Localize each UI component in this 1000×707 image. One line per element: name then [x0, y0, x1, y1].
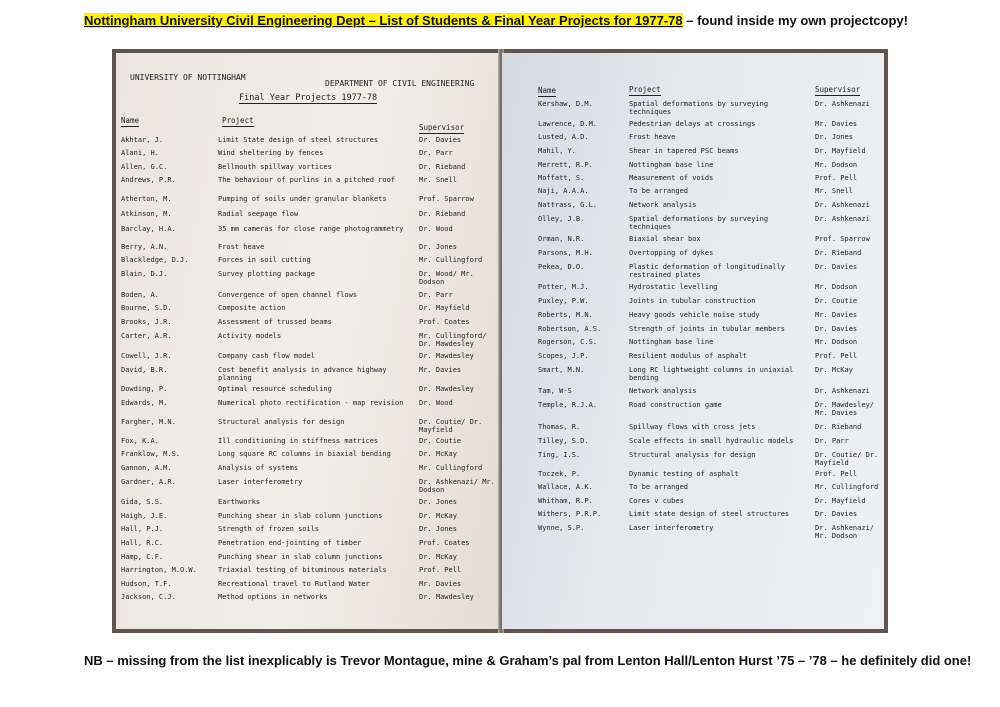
- project-title: Radial seepage flow: [218, 210, 299, 218]
- supervisor-name: Dr. Mawdesley: [419, 352, 474, 360]
- supervisor-name: Mr. Dodson: [815, 283, 858, 291]
- project-title: Measurement of voids: [629, 174, 714, 182]
- student-name: Moffatt, S.: [538, 174, 585, 182]
- student-name: Tilley, S.D.: [538, 437, 589, 445]
- project-title: Scale effects in small hydraulic models: [629, 437, 794, 445]
- project-title: 35 mm cameras for close range photogrammetry: [218, 225, 404, 233]
- student-name: Atherton, M.: [121, 195, 172, 203]
- top-caption: [84, 13, 984, 29]
- supervisor-name: Mr. Dodson: [815, 338, 858, 346]
- student-name: Hall, P.J.: [121, 525, 164, 533]
- project-title: Plastic deformation of longitudinally restrained plates: [629, 263, 785, 279]
- student-name: Robertson, A.S.: [538, 325, 602, 333]
- supervisor-column-header-right: Supervisor: [815, 85, 861, 94]
- project-title: Bellmouth spillway vortices: [218, 163, 332, 171]
- supervisor-name: Dr. Wood: [419, 225, 453, 233]
- project-title: Dynamic testing of asphalt: [629, 470, 739, 478]
- project-title: Company cash flow model: [218, 352, 315, 360]
- student-name: Hall, R.C.: [121, 539, 164, 547]
- project-title: Convergence of open channel flows: [218, 291, 358, 299]
- supervisor-name: Dr. Mawdesley: [419, 385, 474, 393]
- supervisor-name: Dr. Rieband: [815, 249, 862, 257]
- student-name: Andrews, P.R.: [121, 176, 176, 184]
- student-name: David, B.R.: [121, 366, 168, 374]
- project-title: Numerical photo rectification - map revision: [218, 399, 404, 407]
- project-title: Frost heave: [629, 133, 676, 141]
- student-name: Haigh, J.E.: [121, 512, 168, 520]
- project-column-header-right: Project: [629, 85, 661, 94]
- supervisor-name: Dr. Parr: [419, 149, 453, 157]
- student-name: Toczek, P.: [538, 470, 581, 478]
- student-name: Smart, M.N.: [538, 366, 585, 374]
- student-name: Withers, P.R.P.: [538, 510, 602, 518]
- supervisor-name: Dr. Wood: [419, 399, 453, 407]
- student-name: Puxley, P.W.: [538, 297, 589, 305]
- student-name: Tam, W-S: [538, 387, 572, 395]
- project-title: Cost benefit analysis in advance highway planning: [218, 366, 387, 382]
- project-title: Nottingham base line: [629, 338, 714, 346]
- supervisor-name: Dr. Coutie: [815, 297, 858, 305]
- project-title: Ill conditioning in stiffness matrices: [218, 437, 379, 445]
- project-title: Network analysis: [629, 201, 697, 209]
- document-photo: [112, 49, 888, 633]
- project-title: Earthworks: [218, 498, 261, 506]
- student-name: Rogerson, C.S.: [538, 338, 598, 346]
- supervisor-name: Dr. Ashkenazi: [815, 100, 870, 108]
- supervisor-name: Dr. Jones: [419, 243, 457, 251]
- university-heading: UNIVERSITY OF NOTTINGHAM: [130, 73, 246, 82]
- student-name: Hudson, T.F.: [121, 580, 172, 588]
- student-name: Blain, D.J.: [121, 270, 168, 278]
- student-name: Atkinson, M.: [121, 210, 172, 218]
- project-title: Survey plotting package: [218, 270, 315, 278]
- student-name: Temple, R.J.A.: [538, 401, 598, 409]
- supervisor-name: Dr. Mawdesley/ Mr. Davies: [815, 401, 875, 417]
- project-title: Nottingham base line: [629, 161, 714, 169]
- supervisor-name: Dr. Davies: [815, 263, 858, 271]
- supervisor-name: Dr. Wood/ Mr. Dodson: [419, 270, 474, 286]
- student-name: Whitham, R.P.: [538, 497, 593, 505]
- student-name: Olley, J.B.: [538, 215, 585, 223]
- student-name: Gardner, A.R.: [121, 478, 176, 486]
- supervisor-name: Dr. Ashkenazi: [815, 387, 870, 395]
- project-title: Road construction game: [629, 401, 722, 409]
- supervisor-name: Dr. Jones: [419, 525, 457, 533]
- name-column-header-right: Name: [538, 86, 557, 95]
- student-name: Thomas, R.: [538, 423, 581, 431]
- project-title: The behaviour of purlins in a pitched roof: [218, 176, 396, 184]
- project-title: To be arranged: [629, 187, 689, 195]
- project-title: Spillway flows with cross jets: [629, 423, 756, 431]
- supervisor-name: Dr. Coutie/ Dr. Mayfield: [815, 451, 879, 467]
- supervisor-name: Dr. Mawdesley: [419, 593, 474, 601]
- supervisor-name: Dr. Parr: [419, 291, 453, 299]
- project-title: Triaxial testing of bituminous materials: [218, 566, 387, 574]
- supervisor-name: Dr. Ashkenazi/ Mr. Dodson: [815, 524, 875, 540]
- supervisor-name: Prof. Pell: [815, 470, 858, 478]
- supervisor-name: Dr. Jones: [815, 133, 853, 141]
- project-title: Penetration end-jointing of timber: [218, 539, 362, 547]
- name-column-header: Name: [121, 116, 140, 125]
- student-name: Harrington, M.O.W.: [121, 566, 197, 574]
- bottom-caption: NB – missing from the list inexplicably is Trevor Montague, mine & Graham’s pal from Lenton Hall/Lenton Hurst ’75 – ’78 – he definitely did one!: [84, 653, 972, 668]
- student-name: Merrett, R.P.: [538, 161, 593, 169]
- supervisor-name: Mr. Cullingford/ Dr. Mawdesley: [419, 332, 487, 348]
- project-title: Recreational travel to Rutland Water: [218, 580, 370, 588]
- supervisor-name: Dr. Rieband: [815, 423, 862, 431]
- project-title: Structural analysis for design: [629, 451, 756, 459]
- supervisor-name: Mr. Cullingford: [419, 464, 483, 472]
- supervisor-name: Mr. Snell: [815, 187, 853, 195]
- student-name: Wynne, S.P.: [538, 524, 585, 532]
- student-name: Parsons, M.H.: [538, 249, 593, 257]
- project-title: Laser interferometry: [218, 478, 303, 486]
- project-title: Punching shear in slab column junctions: [218, 512, 383, 520]
- left-page: [116, 53, 500, 629]
- department-heading: DEPARTMENT OF CIVIL ENGINEERING: [325, 79, 475, 88]
- student-name: Jackson, C.J.: [121, 593, 176, 601]
- student-name: Boden, A.: [121, 291, 159, 299]
- student-name: Potter, M.J.: [538, 283, 589, 291]
- supervisor-name: Prof. Coates: [419, 539, 470, 547]
- student-name: Scopes, J.P.: [538, 352, 589, 360]
- supervisor-name: Dr. Jones: [419, 498, 457, 506]
- supervisor-name: Dr. McKay: [815, 366, 853, 374]
- supervisor-name: Mr. Snell: [419, 176, 457, 184]
- project-title: Spatial deformations by surveying techniques: [629, 215, 769, 231]
- supervisor-name: Dr. Davies: [419, 136, 462, 144]
- student-name: Roberts, M.N.: [538, 311, 593, 319]
- student-name: Ting, I.S.: [538, 451, 581, 459]
- project-title: Pumping of soils under granular blankets: [218, 195, 387, 203]
- student-name: Carter, A.R.: [121, 332, 172, 340]
- supervisor-name: Dr. McKay: [419, 553, 457, 561]
- supervisor-name: Dr. Mayfield: [815, 147, 866, 155]
- supervisor-name: Dr. Ashkenazi: [815, 201, 870, 209]
- student-name: Orman, N.R.: [538, 235, 585, 243]
- student-name: Fox, K.A.: [121, 437, 159, 445]
- project-title: Heavy goods vehicle noise study: [629, 311, 760, 319]
- project-title: Network analysis: [629, 387, 697, 395]
- supervisor-name: Dr. Ashkenazi: [815, 215, 870, 223]
- project-title: Analysis of systems: [218, 464, 299, 472]
- supervisor-name: Dr. Mayfield: [419, 304, 470, 312]
- project-column-header: Project: [222, 116, 254, 125]
- supervisor-name: Dr. Coutie/ Dr. Mayfield: [419, 418, 483, 434]
- project-title: Resilient modulus of asphalt: [629, 352, 748, 360]
- project-title: Composite action: [218, 304, 286, 312]
- student-name: Pekea, D.O.: [538, 263, 585, 271]
- supervisor-name: Prof. Pell: [419, 566, 462, 574]
- student-name: Mahil, Y.: [538, 147, 576, 155]
- supervisor-name: Mr. Davies: [815, 311, 858, 319]
- student-name: Allen, G.C.: [121, 163, 168, 171]
- supervisor-name: Dr. Rieband: [419, 210, 466, 218]
- student-name: Bourne, S.D.: [121, 304, 172, 312]
- project-title: Spatial deformations by surveying techniques: [629, 100, 769, 116]
- project-title: Optimal resource scheduling: [218, 385, 332, 393]
- project-title: Limit State design of steel structures: [218, 136, 379, 144]
- project-title: Assessment of trussed beams: [218, 318, 332, 326]
- project-title: Hydrostatic levelling: [629, 283, 718, 291]
- project-title: Strength of joints in tubular members: [629, 325, 785, 333]
- project-title: Forces in soil cutting: [218, 256, 311, 264]
- supervisor-name: Dr. McKay: [419, 512, 457, 520]
- supervisor-name: Mr. Dodson: [815, 161, 858, 169]
- student-name: Blackledge, D.J.: [121, 256, 189, 264]
- project-title: Activity models: [218, 332, 282, 340]
- caption-rest: – found inside my own projectcopy!: [682, 13, 908, 28]
- supervisor-column-header: Supervisor: [419, 123, 465, 132]
- student-name: Gannon, A.M.: [121, 464, 172, 472]
- project-title: Shear in tapered PSC beams: [629, 147, 739, 155]
- project-title: Wind sheltering by fences: [218, 149, 324, 157]
- student-name: Lusted, A.D.: [538, 133, 589, 141]
- supervisor-name: Dr. Davies: [815, 510, 858, 518]
- project-title: Laser interferometry: [629, 524, 714, 532]
- student-name: Barclay, H.A.: [121, 225, 176, 233]
- student-name: Hamp, C.F.: [121, 553, 164, 561]
- student-name: Nattrass, G.L.: [538, 201, 598, 209]
- supervisor-name: Mr. Cullingford: [419, 256, 483, 264]
- supervisor-name: Mr. Davies: [815, 120, 858, 128]
- project-title: To be arranged: [629, 483, 689, 491]
- project-title: Pedestrian delays at crossings: [629, 120, 756, 128]
- supervisor-name: Dr. Ashkenazi/ Mr. Dodson: [419, 478, 495, 494]
- student-name: Edwards, M.: [121, 399, 168, 407]
- supervisor-name: Prof. Pell: [815, 352, 858, 360]
- student-name: Alani, H.: [121, 149, 159, 157]
- project-title: Long RC lightweight columns in uniaxial bending: [629, 366, 794, 382]
- student-name: Berry, A.N.: [121, 243, 168, 251]
- student-name: Kershaw, D.M.: [538, 100, 593, 108]
- project-title: Limit state design of steel structures: [629, 510, 790, 518]
- project-title: Biaxial shear box: [629, 235, 701, 243]
- document-title: Final Year Projects 1977-78: [239, 93, 378, 103]
- project-title: Strength of frozen soils: [218, 525, 320, 533]
- project-title: Structural analysis for design: [218, 418, 345, 426]
- supervisor-name: Dr. Mayfield: [815, 497, 866, 505]
- project-title: Long square RC columns in biaxial bending: [218, 450, 391, 458]
- supervisor-name: Mr. Davies: [419, 366, 462, 374]
- supervisor-name: Dr. McKay: [419, 450, 457, 458]
- student-name: Akhtar, J.: [121, 136, 164, 144]
- student-name: Lawrence, D.M.: [538, 120, 598, 128]
- student-name: Cowell, J.R.: [121, 352, 172, 360]
- supervisor-name: Dr. Davies: [815, 325, 858, 333]
- project-title: Method options in networks: [218, 593, 328, 601]
- supervisor-name: Prof. Sparrow: [815, 235, 870, 243]
- supervisor-name: Dr. Parr: [815, 437, 849, 445]
- supervisor-name: Prof. Pell: [815, 174, 858, 182]
- right-page: [502, 53, 884, 629]
- supervisor-name: Prof. Sparrow: [419, 195, 474, 203]
- supervisor-name: Dr. Rieband: [419, 163, 466, 171]
- student-name: Fargher, M.N.: [121, 418, 176, 426]
- student-name: Dowding, P.: [121, 385, 168, 393]
- caption-highlight: Nottingham University Civil Engineering Dept – List of Students & Final Year Projects for 1977-78: [84, 13, 683, 28]
- project-title: Frost heave: [218, 243, 265, 251]
- student-name: Franklow, M.S.: [121, 450, 181, 458]
- student-name: Wallace, A.K.: [538, 483, 593, 491]
- student-name: Naji, A.A.A.: [538, 187, 589, 195]
- project-title: Cores v cubes: [629, 497, 684, 505]
- supervisor-name: Dr. Coutie: [419, 437, 462, 445]
- student-name: Gida, S.S.: [121, 498, 164, 506]
- student-name: Brooks, J.R.: [121, 318, 172, 326]
- project-title: Joints in tubular construction: [629, 297, 756, 305]
- project-title: Overtopping of dykes: [629, 249, 714, 257]
- supervisor-name: Mr. Davies: [419, 580, 462, 588]
- supervisor-name: Mr. Cullingford: [815, 483, 879, 491]
- project-title: Punching shear in slab column junctions: [218, 553, 383, 561]
- supervisor-name: Prof. Coates: [419, 318, 470, 326]
